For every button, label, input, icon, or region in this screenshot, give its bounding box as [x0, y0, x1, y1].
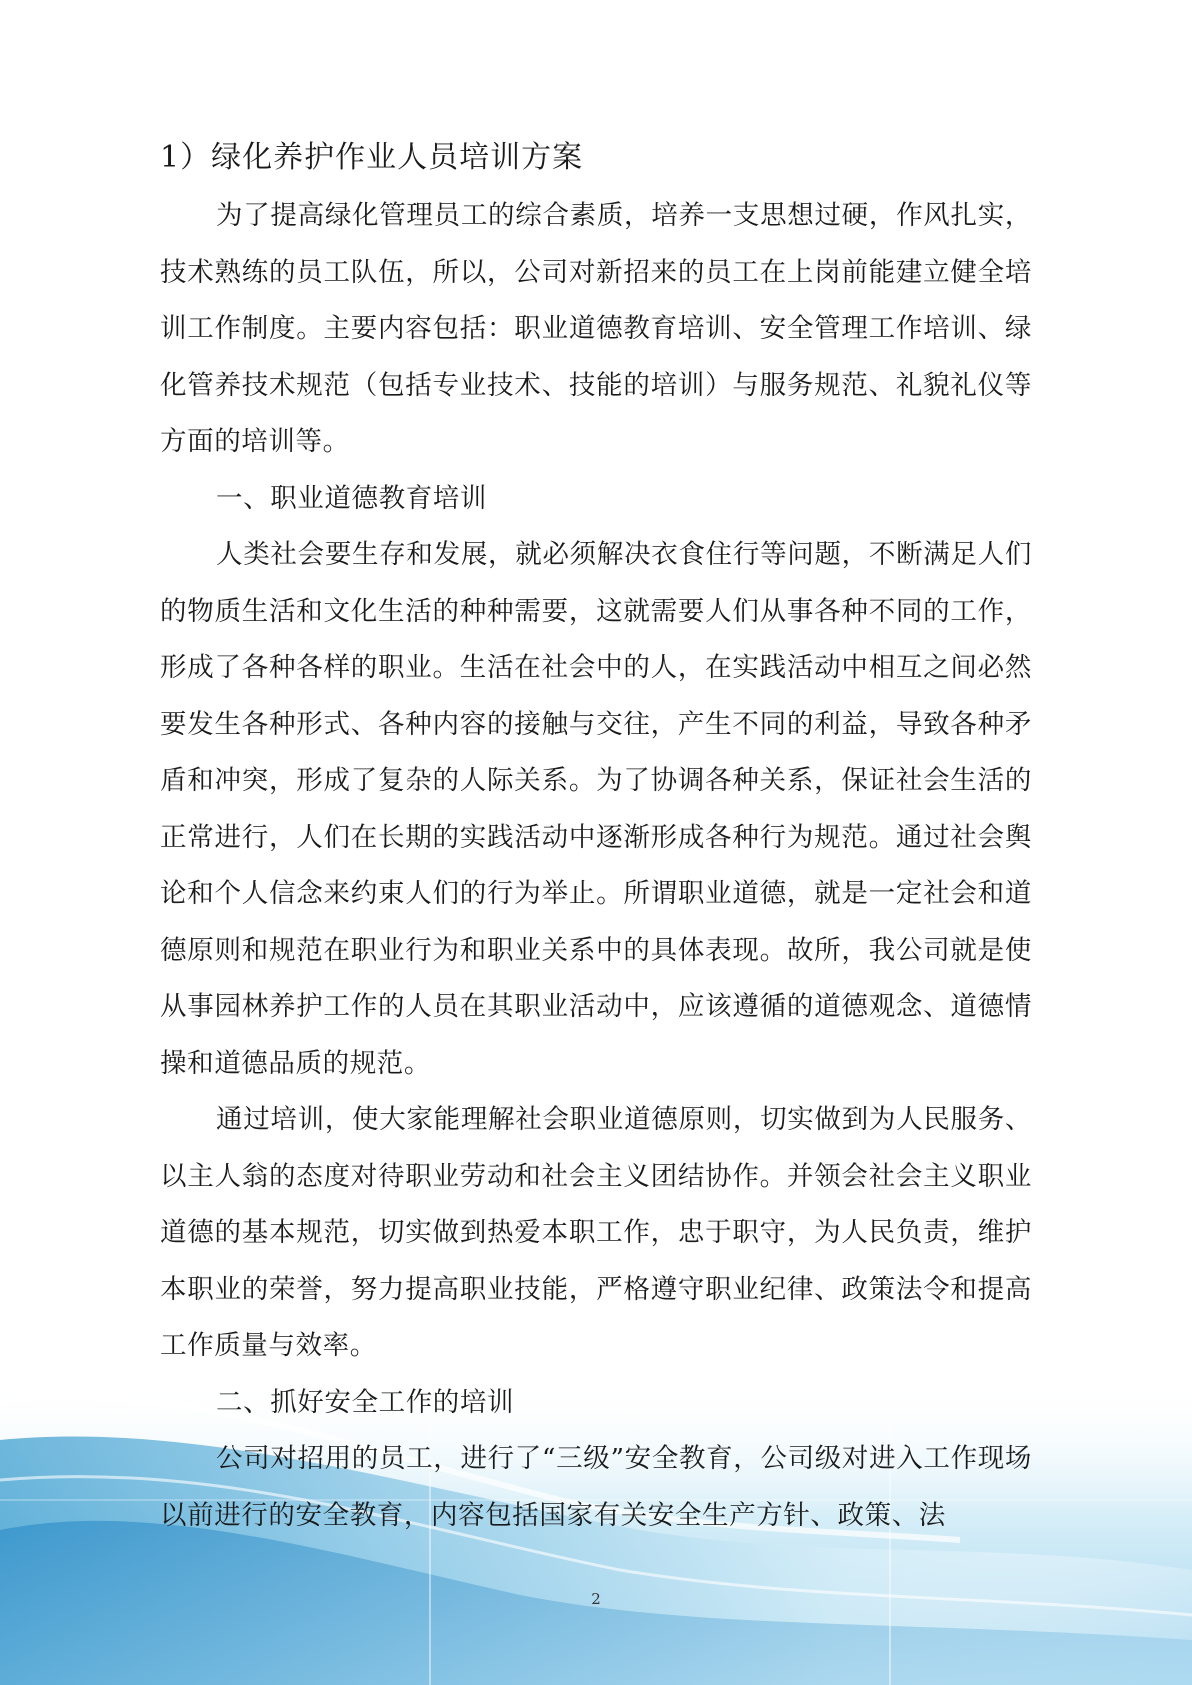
paragraph-safety-body: 公司对招用的员工，进行了“三级”安全教育，公司级对进入工作现场以前进行的安全教育，内容包括国家有关安全生产方针、政策、法 [160, 1443, 1032, 1531]
section-heading-safety: 二、抓好安全工作的培训 [216, 1386, 515, 1418]
paragraph-intro: 为了提高绿化管理员工的综合素质，培养一支思想过硬，作风扎实，技术熟练的员工队伍，所以，公司对新招来的员工在上岗前能建立健全培训工作制度。主要内容包括：职业道德教育培训、安全管理工作培训、绿化管养技术规范（包括专业技术、技能的培训）与服务规范、礼貌礼仪等方面的培训等。 [160, 200, 1032, 457]
paragraph-ethics-body: 人类社会要生存和发展，就必须解决衣食住行等问题，不断满足人们的物质生活和文化生活的种种需要，这就需要人们从事各种不同的工作，形成了各种各样的职业。生活在社会中的人，在实践活动中相互之间必然要发生各种形式、各种内容的接触与交往，产生不同的利益，导致各种矛盾和冲突，形成了复杂的人际关系。为了协调各种关系，保证社会生活的正常进行，人们在长期的实践活动中逐渐形成各种行为规范。通过社会舆论和个人信念来约束人们的行为举止。所谓职业道德，就是一定社会和道德原则和规范在职业行为和职业关系中的具体表现。故所，我公司就是使从事园林养护工作的人员在其职业活动中，应该遵循的道德观念、道德情操和道德品质的规范。 [160, 539, 1032, 1079]
section-heading-ethics: 一、职业道德教育培训 [216, 482, 487, 514]
document-body [160, 130, 1032, 1544]
paragraph-training-goals: 通过培训，使大家能理解社会职业道德原则，切实做到为人民服务、以主人翁的态度对待职业劳动和社会主义团结协作。并领会社会主义职业道德的基本规范，切实做到热爱本职工作，忠于职守，为人民负责，维护本职业的荣誉，努力提高职业技能，严格遵守职业纪律、政策法令和提高工作质量与效率。 [160, 1104, 1032, 1361]
document-title: 1）绿化养护作业人员培训方案 [160, 140, 584, 175]
page-number: 2 [591, 1590, 601, 1608]
